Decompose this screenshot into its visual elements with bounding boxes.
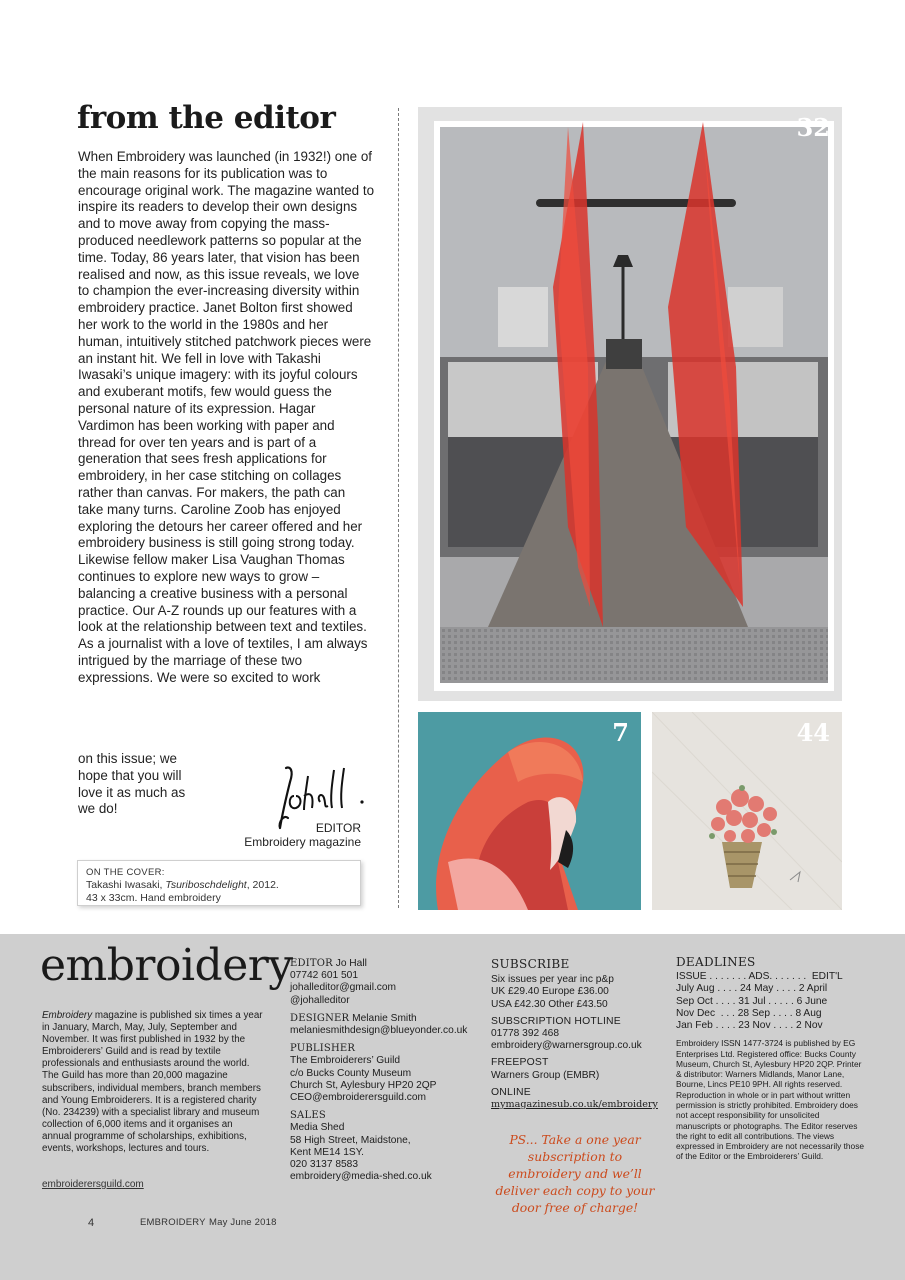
subscribe-promo: PS... Take a one year subscription to embroidery and we’ll deliver each copy to your door free of charge! bbox=[495, 1132, 655, 1215]
subscribe-label: SUBSCRIBE bbox=[491, 957, 570, 971]
feature-image-flowers[interactable] bbox=[652, 712, 842, 910]
page-ref-badge: 32 bbox=[796, 113, 830, 142]
freepost-address: Warners Group (EMBR) bbox=[491, 1069, 600, 1081]
online-label: ONLINE bbox=[491, 1086, 531, 1098]
editor-phone: 07742 601 501 bbox=[290, 970, 358, 982]
editorial-body: When Embroidery was launched (in 1932!) one of the main reasons for its publication was to encourage original work. The magazine wanted to inspire its readers to develop their own designs and to move away from copying the mass-produced needlework patterns so popular at the time. Today, 86 years later, that vision has been realised and now, as this issue reveals, we love to champion the ever-increasing diversity within embroidery practice. Janet Bolton first showed her work to the world in the 1980s and her human, intuitively stitched patchwork pieces were an instant hit. We fell in love with Takashi Iwasaki’s unique imagery: with its joyful colours and exuberant motifs, few would guess the personal nature of its expression. Hagar Vardimon has been working with paper and thread for over ten years and is part of a generation that sees fresh applications for embroidery, in her case stitching on collages rather than canvas. For makers, the path can take many turns. Caroline Zoob has enjoyed exploring the detours her career offered and her embroidery business is still going strong today. Likewise fellow maker Lisa Vaughan Thomas continues to explore new ways to grow – balancing a creative business with a personal practice. Our A-Z rounds up our features with a look at the relationship between text and textiles. As a journalist with a love of textiles, I am always intrigued by the marriage of these two expressions. We were so excited to work bbox=[78, 149, 375, 685]
guild-website-link[interactable]: embroiderersguild.com bbox=[42, 1179, 144, 1190]
closing-line: we do! bbox=[78, 801, 118, 817]
signature-org: Embroidery magazine bbox=[244, 835, 361, 849]
page-number: 4 bbox=[88, 1217, 95, 1229]
sales-line: 58 High Street, Maidstone, bbox=[290, 1134, 411, 1146]
deadline-row: Jan Feb . . . . 23 Nov . . . . 2 Nov bbox=[676, 1020, 823, 1032]
subscribe-line: UK £29.40 Europe £36.00 bbox=[491, 986, 609, 998]
cover-credit bbox=[86, 879, 352, 892]
page-title: from the editor bbox=[77, 100, 336, 136]
closing-line: love it as much as bbox=[78, 784, 186, 800]
editor-label: EDITOR bbox=[290, 958, 333, 969]
cover-work-title: Tsuriboschdelight bbox=[165, 879, 247, 891]
deadline-row: July Aug . . . . 24 May . . . . 2 April bbox=[676, 983, 828, 995]
deadline-row: ISSUE . . . . . . . ADS. . . . . . . EDIT'L bbox=[676, 971, 843, 983]
editor-name: Jo Hall bbox=[335, 958, 367, 969]
closing-line: on this issue; we bbox=[78, 751, 177, 766]
contacts-column bbox=[290, 958, 485, 1183]
sales-phone: 020 3137 8583 bbox=[290, 1159, 358, 1171]
feature-image-flamingo[interactable] bbox=[418, 712, 641, 910]
publisher-label: PUBLISHER bbox=[290, 1043, 356, 1055]
subscribe-line: Six issues per year inc p&p bbox=[491, 974, 614, 986]
deadline-row: Nov Dec . . . 28 Sep . . . . 8 Aug bbox=[676, 1007, 822, 1019]
page-ref-badge: 7 bbox=[612, 718, 629, 747]
editor-social[interactable]: @johalleditor bbox=[290, 994, 350, 1006]
designer-name: Melanie Smith bbox=[352, 1012, 417, 1024]
cover-artist: Takashi Iwasaki, bbox=[86, 879, 166, 891]
sales-line: Media Shed bbox=[290, 1122, 345, 1134]
magazine-logo: embroidery bbox=[40, 940, 293, 991]
sales-label: SALES bbox=[290, 1110, 326, 1122]
publisher-line: Church St, Aylesbury HP20 2QP bbox=[290, 1079, 437, 1091]
bedroom-collage-icon bbox=[418, 107, 842, 701]
signature-role: EDITOR bbox=[315, 821, 361, 835]
editor-email[interactable]: johalleditor@gmail.com bbox=[290, 982, 397, 994]
about-text: magazine is published six times a year in January, March, May, July, September and November. It was first published in 1932 by the Embroiderers’ Guild and is read by textile professionals and enthusiasts around the world. The Guild has more than 20,000 magazine subscribers, individual members, branch members and Young Embroiderers. It is a registered charity (No. 234239) with a specialist library and museum collection of 6,000 items and it organises an annual programme of scholarships, exhibitions, events, workshops, lectures and tours. bbox=[42, 1010, 263, 1155]
feature-image-bedroom[interactable] bbox=[418, 107, 842, 701]
deadline-row: Sep Oct . . . . 31 Jul . . . . . 6 June bbox=[676, 995, 828, 1007]
publisher-line: The Embroiderers’ Guild bbox=[290, 1055, 401, 1067]
designer-email[interactable]: melaniesmithdesign@blueyonder.co.uk bbox=[290, 1025, 468, 1037]
sales-email[interactable]: embroidery@media-shed.co.uk bbox=[290, 1171, 432, 1183]
editorial-closing bbox=[78, 751, 185, 818]
column-divider bbox=[398, 108, 399, 908]
hotline-label: SUBSCRIPTION HOTLINE bbox=[491, 1015, 621, 1027]
deadlines-column bbox=[676, 956, 866, 1162]
designer-label: DESIGNER bbox=[290, 1012, 350, 1024]
subscribe-column bbox=[491, 958, 666, 1111]
cover-heading: ON THE COVER: bbox=[86, 867, 165, 878]
deadlines-label: DEADLINES bbox=[676, 955, 756, 969]
cover-details: 43 x 33cm. Hand embroidery bbox=[86, 892, 221, 904]
hotline-phone: 01778 392 468 bbox=[491, 1028, 559, 1040]
about-italic: Embroidery bbox=[42, 1010, 93, 1021]
flamingo-embroidery-icon bbox=[418, 712, 641, 910]
subscribe-online-link[interactable]: mymagazinesub.co.uk/embroidery bbox=[491, 1099, 658, 1111]
masthead-about bbox=[42, 1010, 264, 1155]
cover-credit-box bbox=[77, 860, 361, 906]
hotline-email[interactable]: embroidery@warnersgroup.co.uk bbox=[491, 1040, 642, 1052]
publisher-email[interactable]: CEO@embroiderersguild.com bbox=[290, 1092, 427, 1104]
sales-line: Kent ME14 1SY. bbox=[290, 1146, 365, 1158]
freepost-label: FREEPOST bbox=[491, 1057, 549, 1069]
publisher-line: c/o Bucks County Museum bbox=[290, 1067, 412, 1079]
folio-magazine: EMBROIDERY bbox=[140, 1217, 206, 1228]
legal-notice: Embroidery ISSN 1477-3724 is published by EG Enterprises Ltd. Registered office: Bucks County Museum, Church St, Aylesbury HP20 2QP. Printer & distributor: Warners Midlands, Manor Lane, Bourne, Lincs PE10 9PH. All rights reserved. Reproduction in whole or in part without written permission is strictly prohibited. Embroidery does not accept responsibility for unsolicited manuscripts or photographs. The Editor reserves the right to edit all contributions. The views expressed in Embroidery are not necessarily those of the Editor or the Embroiderers’ Guild. bbox=[676, 1038, 865, 1162]
folio-issue: May June 2018 bbox=[209, 1217, 277, 1228]
page-ref-badge: 44 bbox=[796, 718, 830, 747]
subscribe-line: USA £42.30 Other £43.50 bbox=[491, 998, 608, 1010]
cover-year: , 2012. bbox=[246, 879, 279, 891]
closing-line: hope that you will bbox=[78, 767, 182, 783]
